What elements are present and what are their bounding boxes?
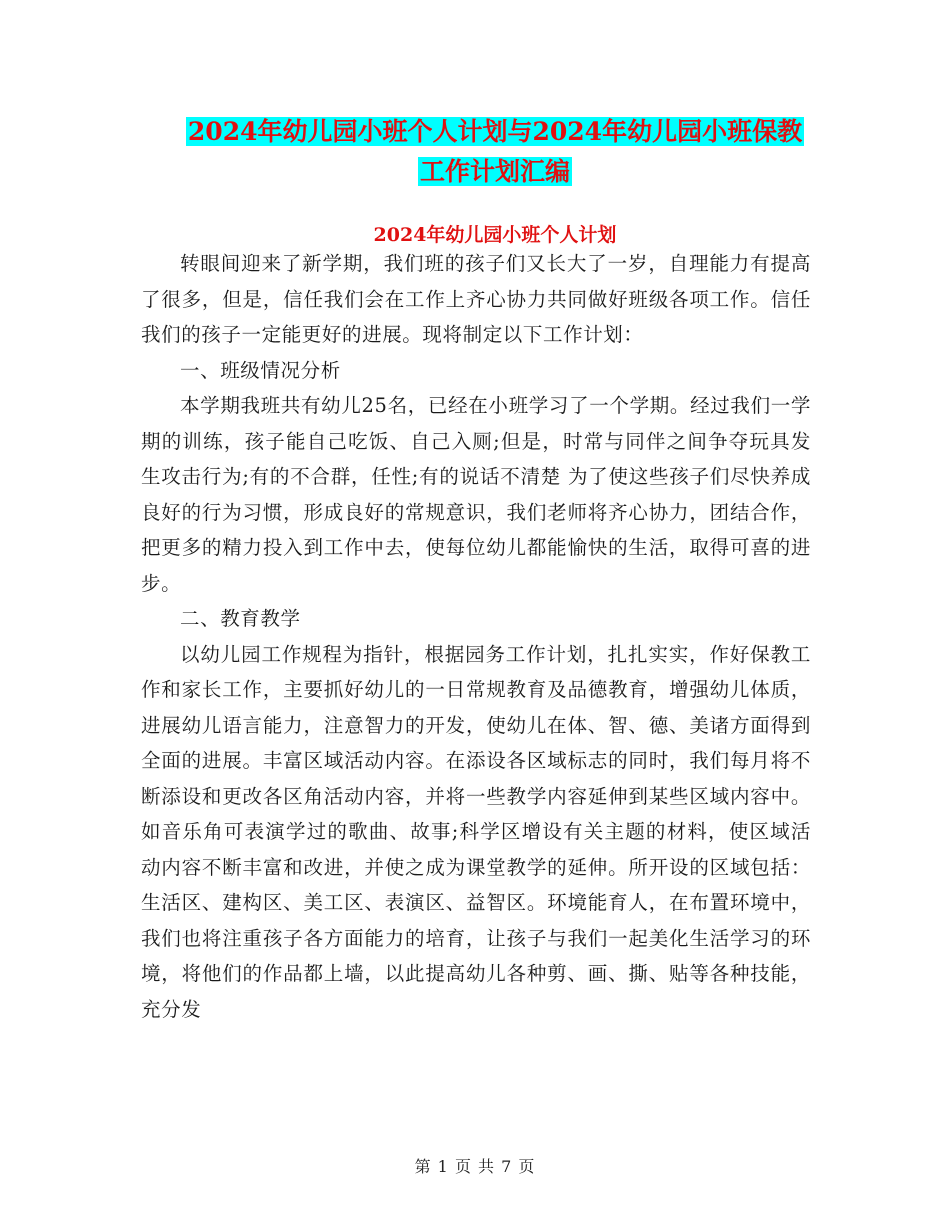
section-title: 2024年幼儿园小班个人计划 [373, 224, 617, 246]
heading-education-teaching: 二、教育教学 [180, 607, 301, 630]
document-body [141, 246, 811, 1027]
paragraph-intro: 转眼间迎来了新学期，我们班的孩子们又长大了一岁，自理能力有提高了很多，但是，信任我们会在工作上齐心协力共同做好班级各项工作。信任我们的孩子一定能更好的进展。现将制定以下工作计划： [141, 252, 811, 346]
document-title-line-1: 2024年幼儿园小班个人计划与2024年幼儿园小班保教 [187, 117, 803, 146]
paragraph-class-analysis: 本学期我班共有幼儿25名，已经在小班学习了一个学期。经过我们一学期的训练，孩子能自己吃饭、自己入厕;但是，时常与同伴之间争夺玩具发生攻击行为;有的不合群，任性;有的说话不清楚 为了使这些孩子们尽快养成良好的行为习惯，形成良好的常规意识，我们老师将齐心协力，团结合作，把更多的精力投入到工作中去，使每位幼儿都能愉快的生活，取得可喜的进步。 [141, 394, 811, 595]
heading-class-analysis: 一、班级情况分析 [180, 358, 341, 382]
page-number-footer: 第 1 页 共 7 页 [414, 1157, 536, 1176]
paragraph-education-teaching: 以幼儿园工作规程为指针，根据园务工作计划，扎扎实实，作好保教工作和家长工作，主要抓好幼儿的一日常规教育及品德教育，增强幼儿体质，进展幼儿语言能力，注意智力的开发，使幼儿在体、智、德、美诸方面得到全面的进展。丰富区域活动内容。在添设各区域标志的同时，我们每月将不断添设和更改各区角活动内容，并将一些教学内容延伸到某些区域内容中。如音乐角可表演学过的歌曲、故事;科学区增设有关主题的材料，使区域活动内容不断丰富和改进，并使之成为课堂教学的延伸。所开设的区域包括：生活区、建构区、美工区、表演区、益智区。环境能育人，在布置环境中，我们也将注重孩子各方面能力的培育，让孩子与我们一起美化生活学习的环境，将他们的作品都上墙，以此提高幼儿各种剪、画、撕、贴等各种技能，充分发 [141, 642, 811, 1021]
document-title [140, 112, 850, 192]
document-title-line-2: 工作计划汇编 [419, 157, 570, 186]
